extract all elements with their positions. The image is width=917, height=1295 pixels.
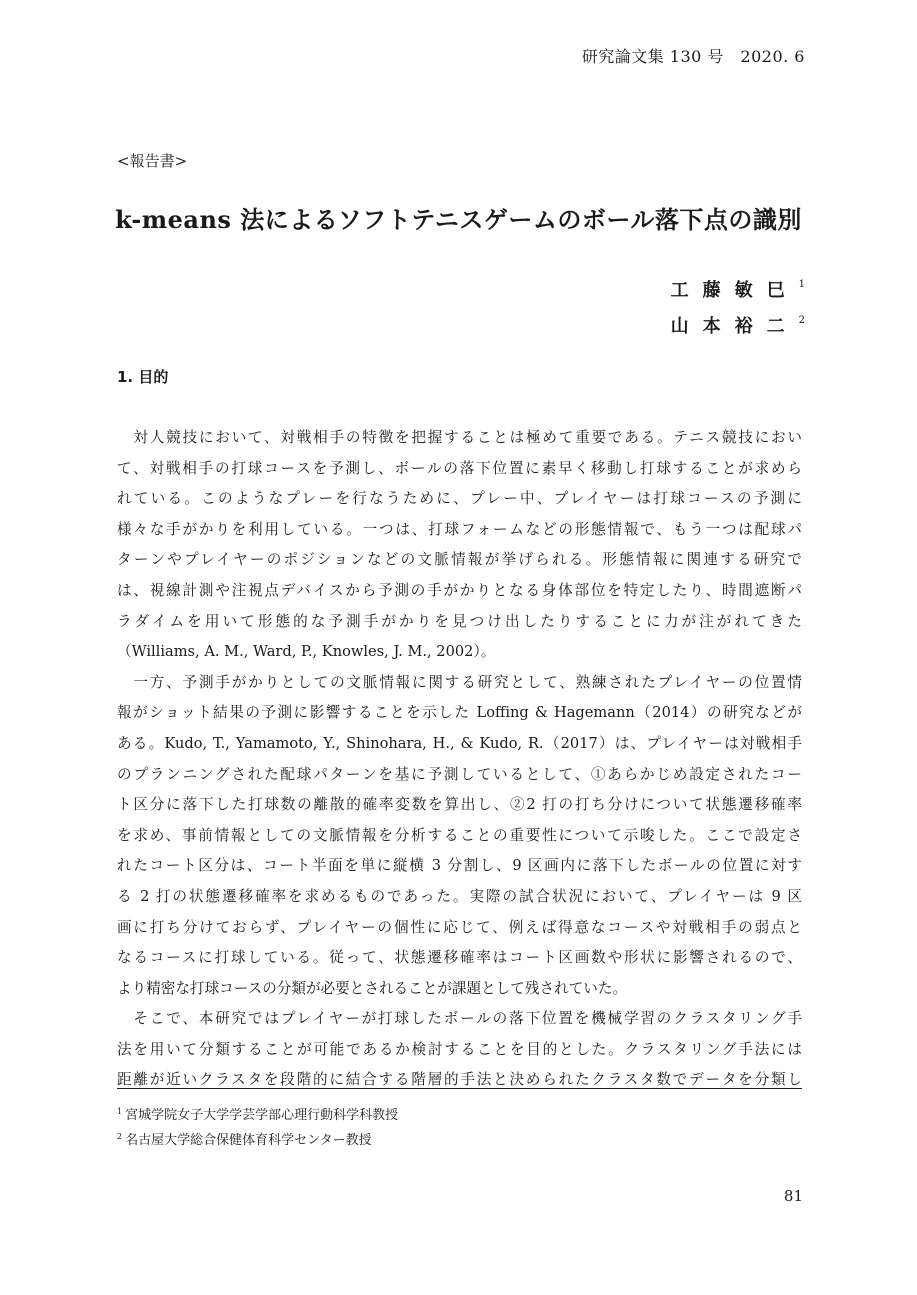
body-line: （Williams, A. M., Ward, P., Knowles, J. M., 2002）。 [117, 643, 496, 661]
body-line: ある。Kudo, T., Yamamoto, Y., Shinohara, H., & Kudo, R.（2017）は、プレイヤーは対戦相手 [117, 734, 802, 752]
journal-header: 研究論文集 130 号 2020. 6 [581, 47, 805, 66]
footnote-mark: 1 [117, 1107, 123, 1116]
body-line: 距離が近いクラスタを段階的に結合する階層的手法と決められたクラスタ数でデータを分類し [117, 1071, 802, 1089]
body-line: 報がショット結果の予測に影響することを示した Loffing & Hagemann（2014）の研究などが [117, 704, 802, 722]
body-line: は、視線計測や注視点デバイスから予測の手がかりとなる身体部位を特定したり、時間遮断パ [117, 581, 802, 599]
author-name: 山本裕二 [670, 316, 799, 337]
affiliation-mark: 1 [798, 279, 805, 290]
body-line: る 2 打の状態遷移確率を求めるものであった。実際の試合状況において、プレイヤーは 9 区 [117, 887, 802, 905]
body-line: 画に打ち分けておらず、プレイヤーの個性に応じて、例えば得意なコースや対戦相手の弱点と [117, 918, 802, 936]
body-line: ターンやプレイヤーのポジションなどの文脈情報が挙げられる。形態情報に関連する研究で [117, 551, 802, 569]
footnote-2 [117, 1126, 398, 1151]
author-list [671, 270, 805, 342]
body-line: ラダイムを用いて形態的な予測手がかりを見つけ出したりすることに力が注がれてきた [117, 612, 802, 630]
body-line: そこで、本研究ではプレイヤーが打球したボールの落下位置を機械学習のクラスタリング手 [117, 1010, 802, 1028]
affiliation-mark: 2 [798, 315, 805, 326]
footnote-mark: 2 [117, 1132, 123, 1141]
report-type-label: <報告書> [117, 152, 188, 170]
body-text [117, 423, 802, 1096]
footnote-divider [117, 1088, 802, 1089]
author-2 [671, 306, 805, 342]
body-line: 対人競技において、対戦相手の特徴を把握することは極めて重要である。テニス競技におい [117, 429, 802, 446]
page-number: 81 [783, 1187, 803, 1205]
author-1 [671, 270, 805, 306]
body-line: より精密な打球コースの分類が必要とされることが課題として残されていた。 [117, 979, 628, 997]
body-line: ト区分に落下した打球数の離散的確率変数を算出し、②2 打の打ち分けについて状態遷移確率 [117, 796, 802, 814]
author-name: 工藤敏巳 [670, 280, 799, 301]
body-line: 法を用いて分類することが可能であるか検討することを目的とした。クラスタリング手法には [117, 1040, 802, 1058]
body-line: て、対戦相手の打球コースを予測し、ボールの落下位置に素早く移動し打球することが求めら [117, 459, 802, 477]
body-line: なるコースに打球している。従って、状態遷移確率はコート区画数や形状に影響されるので、 [117, 949, 802, 967]
body-line: のプランニングされた配球パターンを基に予測しているとして、①あらかじめ設定されたコー [117, 765, 802, 783]
body-line: 様々な手がかりを利用している。一つは、打球フォームなどの形態情報で、もう一つは配球パ [117, 520, 802, 538]
section-heading: 1. 目的 [117, 368, 169, 386]
body-line: れたコート区分は、コート半面を単に縦横 3 分割し、9 区画内に落下したボールの位置に対す [117, 857, 802, 875]
body-line: を求め、事前情報としての文脈情報を分析することの重要性について示唆した。ここで設定さ [117, 826, 802, 844]
footnote-1 [117, 1101, 398, 1126]
body-line: 一方、予測手がかりとしての文脈情報に関する研究として、熟練されたプレイヤーの位置情 [117, 673, 802, 691]
body-line: れている。このようなプレーを行なうために、プレー中、プレイヤーは打球コースの予測に [117, 490, 802, 508]
footnote-text: 名古屋大学総合保健体育科学センター教授 [125, 1133, 372, 1148]
footnotes [117, 1101, 398, 1151]
paper-title: k-means 法によるソフトテニスゲームのボール落下点の識別 [115, 205, 802, 234]
footnote-text: 宮城学院女子大学学芸学部心理行動科学科教授 [125, 1108, 399, 1123]
